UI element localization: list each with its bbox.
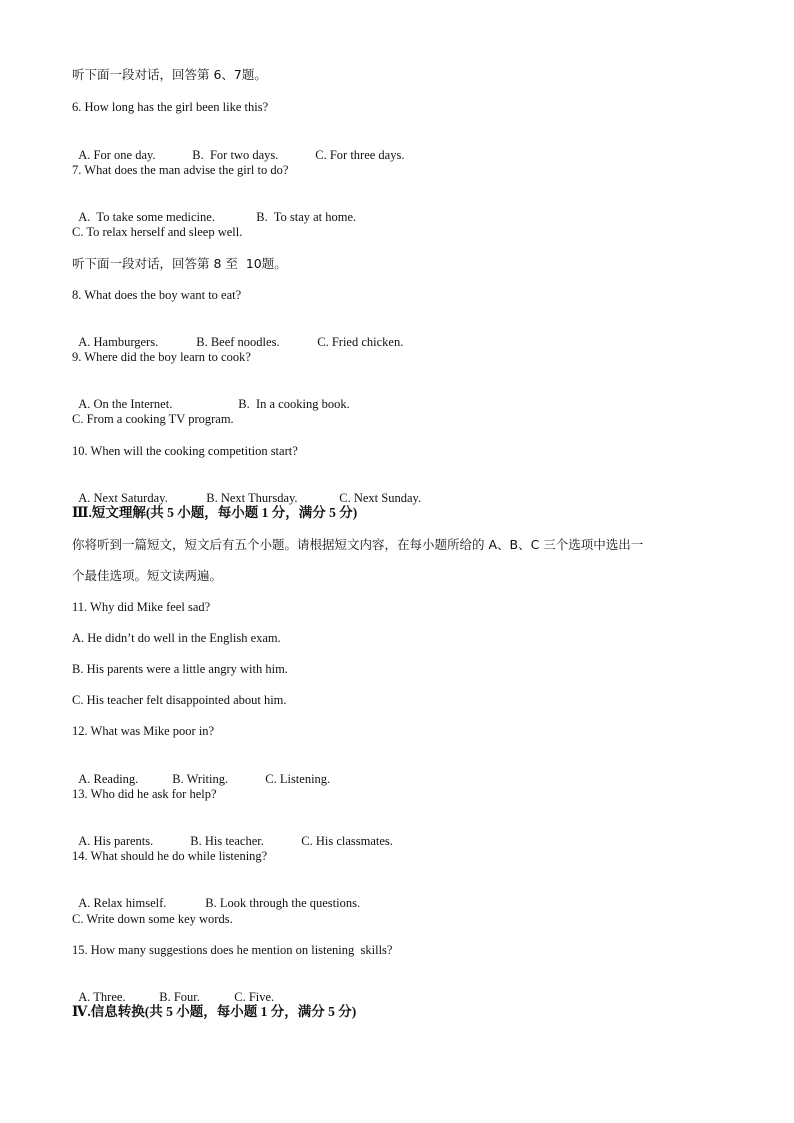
option-6c: C. For three days.: [315, 148, 405, 162]
options-6: [72, 131, 404, 163]
options-8: [72, 318, 403, 350]
question-8: 8. What does the boy want to eat?: [72, 288, 242, 302]
options-9: [72, 380, 350, 412]
section-3-heading: Ⅲ.短文理解(共 5 小题，每小题 1 分，满分 5 分): [72, 505, 358, 520]
option-12c: C. Listening.: [265, 772, 331, 786]
option-15a: A. Three.: [78, 990, 126, 1004]
option-13a: A. His parents.: [78, 834, 154, 848]
option-11c: C. His teacher felt disappointed about him.: [72, 693, 287, 707]
option-13c: C. His classmates.: [301, 834, 393, 848]
option-6b: B. For two days.: [192, 148, 279, 162]
option-9b: B. In a cooking book.: [238, 397, 350, 411]
options-10: [72, 474, 421, 506]
question-10: 10. When will the cooking competition start?: [72, 444, 298, 458]
section-3-instructions-line1: 你将听到一篇短文，短文后有五个小题。请根据短文内容，在每小题所给的 A、B、C 三个选项中选出一: [72, 537, 644, 552]
option-15b: B. Four.: [159, 990, 200, 1004]
options-7: [72, 193, 356, 225]
option-9a: A. On the Internet.: [78, 397, 173, 411]
section-4-heading: Ⅳ.信息转换(共 5 小题，每小题 1 分，满分 5 分): [72, 1004, 357, 1019]
question-7: 7. What does the man advise the girl to do?: [72, 163, 289, 177]
section-3-instructions-line2: 个最佳选项。短文读两遍。: [72, 568, 223, 583]
dialogue-intro-6-7: 听下面一段对话，回答第 6、7题。: [72, 67, 267, 82]
question-11: 11. Why did Mike feel sad?: [72, 600, 211, 614]
option-15c: C. Five.: [234, 990, 275, 1004]
option-10c: C. Next Sunday.: [339, 491, 422, 505]
option-8b: B. Beef noodles.: [196, 335, 280, 349]
option-7c: C. To relax herself and sleep well.: [72, 225, 243, 239]
options-15: [72, 973, 274, 1005]
option-14b: B. Look through the questions.: [205, 896, 361, 910]
option-11b: B. His parents were a little angry with him.: [72, 662, 288, 676]
question-14: 14. What should he do while listening?: [72, 849, 268, 863]
question-6: 6. How long has the girl been like this?: [72, 100, 269, 114]
option-11a: A. He didn’t do well in the English exam.: [72, 631, 281, 645]
option-14a: A. Relax himself.: [78, 896, 167, 910]
option-8a: A. Hamburgers.: [78, 335, 159, 349]
options-14: [72, 879, 360, 911]
question-13: 13. Who did he ask for help?: [72, 787, 217, 801]
dialogue-intro-8-10: 听下面一段对话，回答第 8 至 10题。: [72, 256, 287, 271]
option-8c: C. Fried chicken.: [317, 335, 404, 349]
option-14c: C. Write down some key words.: [72, 912, 233, 926]
option-6a: A. For one day.: [78, 148, 156, 162]
question-15: 15. How many suggestions does he mention on listening skills?: [72, 943, 393, 957]
option-10a: A. Next Saturday.: [78, 491, 168, 505]
options-13: [72, 817, 393, 849]
option-13b: B. His teacher.: [190, 834, 264, 848]
option-12b: B. Writing.: [172, 772, 229, 786]
option-10b: B. Next Thursday.: [206, 491, 298, 505]
question-9: 9. Where did the boy learn to cook?: [72, 350, 251, 364]
option-7a: A. To take some medicine.: [78, 210, 215, 224]
options-12: [72, 755, 330, 787]
option-9c: C. From a cooking TV program.: [72, 412, 234, 426]
question-12: 12. What was Mike poor in?: [72, 724, 215, 738]
option-12a: A. Reading.: [78, 772, 139, 786]
option-7b: B. To stay at home.: [256, 210, 357, 224]
